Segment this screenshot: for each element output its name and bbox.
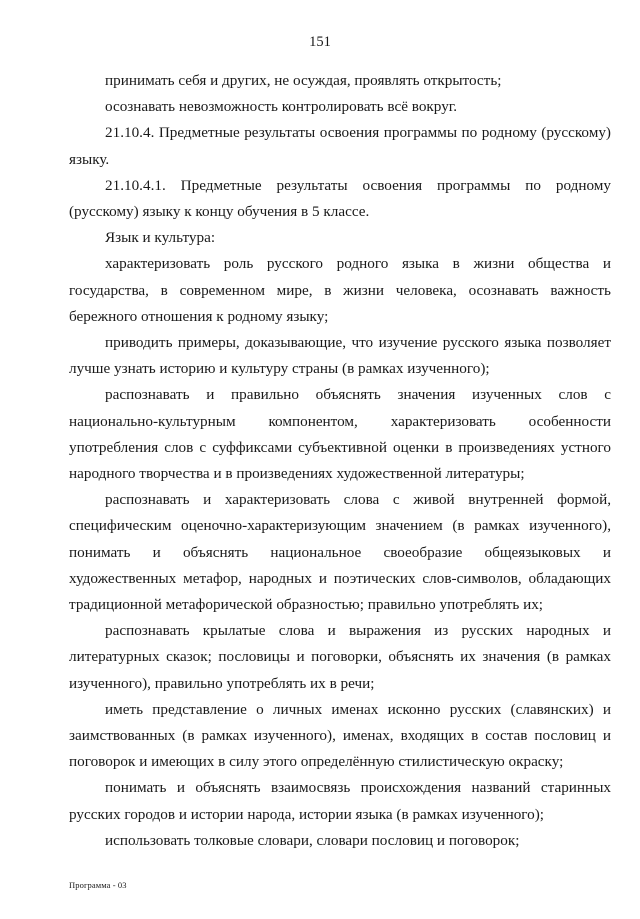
- paragraph: 21.10.4. Предметные результаты освоения программы по родному (русскому) языку.: [69, 124, 611, 168]
- paragraph: использовать толковые словари, словари пословиц и поговорок;: [105, 831, 520, 849]
- paragraph: осознавать невозможность контролировать всё вокруг.: [105, 98, 458, 116]
- paragraph: распознавать и характеризовать слова с живой внутренней формой, специфическим оценочно-характеризующим значением (в рамках изученного), понимать и объяснять национальное своеобразие общеязыковых и художественных метафор, народных и поэтических слов-символов, обладающих традиционной метафорической образностью; правильно употреблять их;: [69, 491, 611, 614]
- paragraph: распознавать и правильно объяснять значения изученных слов с национально-культурным компонентом, характеризовать особенности употребления слов с суффиксами субъективной оценки в произведениях устного народного творчества и в произведениях художественной литературы;: [69, 386, 611, 483]
- paragraph: принимать себя и других, не осуждая, проявлять открытость;: [105, 72, 502, 89]
- paragraph: иметь представление о личных именах исконно русских (славянских) и заимствованных (в рамках изученного), именах, входящих в состав пословиц и поговорок и имеющих в силу этого определённую стилистическую окраску;: [69, 700, 611, 771]
- page-number: 151: [309, 34, 331, 50]
- paragraph: понимать и объяснять взаимосвязь происхождения названий старинных русских городов и истории народа, истории языка (в рамках изученного);: [69, 779, 611, 823]
- paragraph: характеризовать роль русского родного языка в жизни общества и государства, в современном мире, в жизни человека, осознавать важность бережного отношения к родному языку;: [69, 255, 611, 325]
- paragraph: 21.10.4.1. Предметные результаты освоения программы по родному (русскому) языку к концу обучения в 5 классе.: [69, 176, 611, 221]
- footer-label: Программа - 03: [69, 880, 127, 890]
- paragraph: приводить примеры, доказывающие, что изучение русского языка позволяет лучше узнать историю и культуру страны (в рамках изученного);: [69, 334, 611, 378]
- paragraph: распознавать крылатые слова и выражения из русских народных и литературных сказок; пословицы и поговорки, объяснять их значения (в рамках изученного), правильно употреблять их в речи;: [69, 622, 611, 692]
- document-body: [69, 68, 611, 854]
- section-heading: Язык и культура:: [105, 229, 216, 247]
